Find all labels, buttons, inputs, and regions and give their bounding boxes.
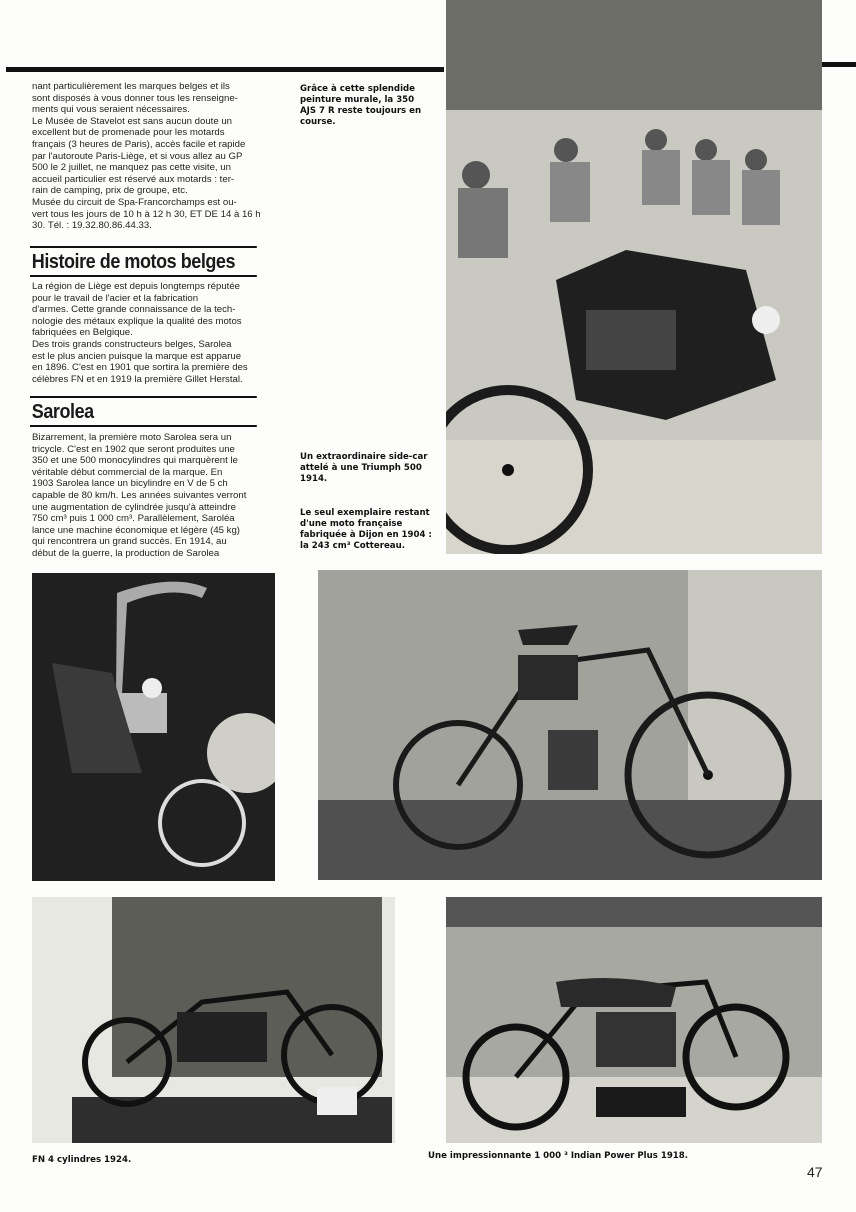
photo-cottereau	[318, 570, 822, 880]
heading-sarolea: Sarolea	[30, 396, 257, 427]
heading-histoire: Histoire de motos belges	[30, 246, 257, 277]
caption-cottereau: Le seul exemplaire restant d'une moto française fabriquée à Dijon en 1904 : la 243 cm³ Cottereau.	[300, 508, 432, 551]
caption-triumph: Un extraordinaire side-car attelé à une Triumph 500 1914.	[300, 452, 428, 484]
page-number: 47	[807, 1164, 823, 1180]
photo-fn-4-cylindres	[32, 897, 395, 1143]
caption-indian: Une impressionnante 1 000 ³ Indian Power Plus 1918.	[428, 1151, 689, 1161]
intro-text: nant particulièrement les marques belges et ils sont disposés à vous donner tous les renseigne- ments qui vous seraient nécessaires. Le Musée de Stavelot est sans aucun doute un excellent but de promenade pour les motards français (3 heures de Paris), accès facile et rapide par l'autoroute Paris-Liège, et si vous allez au GP 500 le 2 juillet, ne manquez pas cette visite, un accueil particulier est réservé aux motards : ter- rain de camping, prix de groupe, etc. Musée du circuit de Spa-Francorchamps est ou- vert tous les jours de 10 h à 12 h 30, ET DE 14 à 16 h 30. Tél. : 19.32.80.86.44.33.	[32, 81, 261, 232]
photo-triumph-sidecar	[32, 573, 275, 881]
caption-ajs: Grâce à cette splendide peinture murale, la 350 AJS 7 R reste toujours en course.	[300, 84, 422, 127]
top-rule-right	[822, 62, 856, 67]
section-histoire-text: La région de Liège est depuis longtemps réputée pour le travail de l'acier et la fabrication d'armes. Cette grande connaissance de la tech- nologie des métaux explique la qualité des motos fabriquées en Belgique. Des trois grands constructeurs belges, Sarolea est le plus ancien puisque la marque est apparue en 1896. C'est en 1901 que sortira la première des célèbres FN et en 1919 la première Gillet Herstal.	[32, 281, 248, 385]
section-sarolea-text: Bizarrement, la première moto Sarolea sera un tricycle. C'est en 1902 que seront produites une 350 et une 500 monocylindres qui marquèrent le véritable début commercial de la marque. En 1903 Sarolea lance un bicylindre en V de 5 ch capable de 80 km/h. Les années suivantes verront une augmentation de cylindrée jusqu'à atteindre 750 cm³ puis 1 000 cm³. Parallèlement, Saroléa lance une machine économique et légère (45 kg) qui rencontrera un grand succès. En 1914, au début de la guerre, la production de Sarolea	[32, 432, 247, 559]
photo-indian-power-plus	[446, 897, 822, 1143]
caption-fn: FN 4 cylindres 1924.	[32, 1155, 132, 1165]
top-rule-left	[6, 67, 444, 72]
photo-ajs-mural	[446, 0, 822, 554]
